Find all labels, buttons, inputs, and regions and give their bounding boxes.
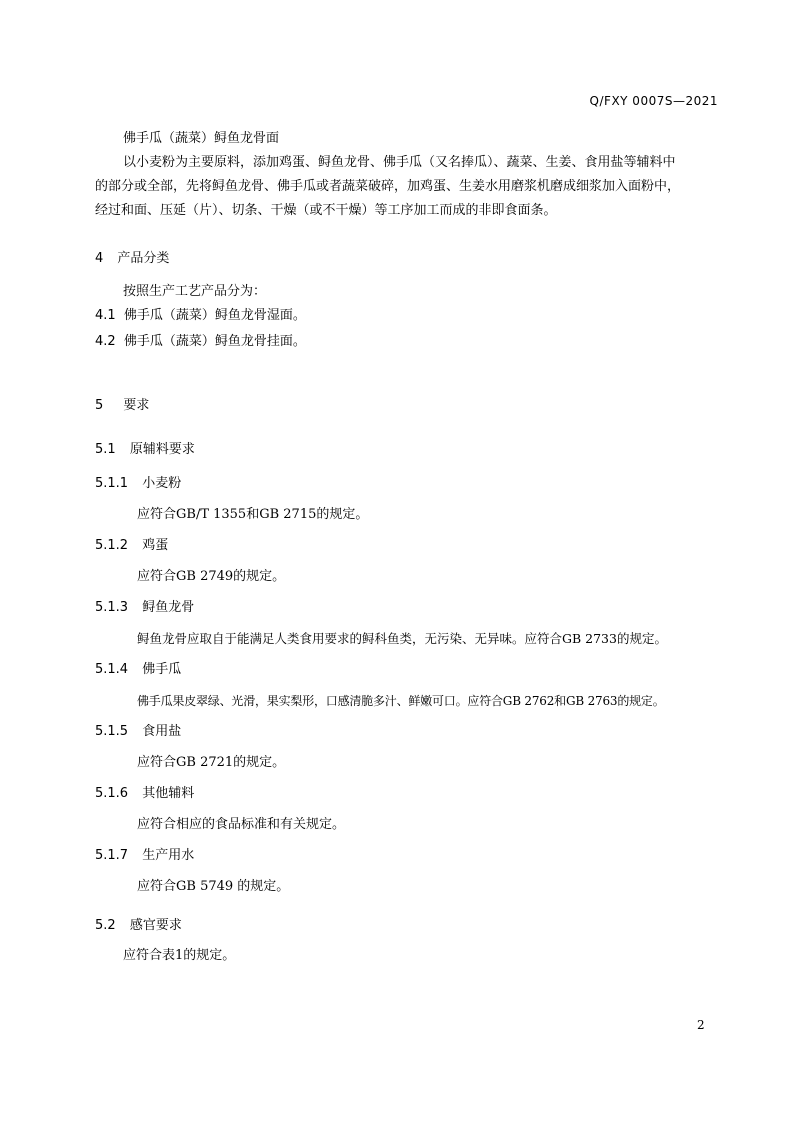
section-number: 5.2 [95, 918, 116, 933]
definition-line-3: 经过和面、压延（片）、切条、干燥（或不干燥）等工序加工而成的非即食面条。 [95, 203, 557, 218]
clause-title: 鸡蛋 [142, 538, 169, 553]
section-4-number: 4 [95, 251, 104, 266]
definition-line-1: 以小麦粉为主要原料，添加鸡蛋、鲟鱼龙骨、佛手瓜（又名捧瓜）、蔬菜、生姜、食用盐等辅料中 [123, 155, 676, 170]
clause-5-1-1-heading [95, 476, 181, 492]
list-item-4-1 [95, 308, 306, 324]
section-4-intro: 按照生产工艺产品分为： [123, 284, 267, 299]
section-5-title: 要求 [123, 398, 150, 413]
clause-5-1-3-text: 鲟鱼龙骨应取自于能满足人类食用要求的鲟科鱼类，无污染、无异味。应符合GB 2733的规定。 [137, 631, 667, 646]
item-text: 佛手瓜（蔬菜）鲟鱼龙骨湿面。 [123, 308, 306, 323]
clause-5-1-7-heading [95, 848, 194, 864]
clause-title: 鲟鱼龙骨 [142, 600, 195, 615]
clause-number: 5.1.1 [95, 476, 129, 491]
clause-5-1-5-heading [95, 724, 181, 740]
clause-5-1-1-text: 应符合GB/T 1355和GB 2715的规定。 [137, 507, 369, 522]
clause-5-1-6-heading [95, 786, 194, 802]
clause-5-1-5-text: 应符合GB 2721的规定。 [137, 755, 286, 770]
item-number: 4.1 [95, 308, 116, 323]
clause-5-1-7-text: 应符合GB 5749 的规定。 [137, 879, 290, 894]
clause-5-1-2-heading [95, 538, 168, 554]
clause-title: 其他辅料 [142, 786, 195, 801]
section-title: 感官要求 [129, 918, 182, 933]
item-number: 4.2 [95, 334, 116, 349]
clause-title: 生产用水 [142, 848, 195, 863]
clause-number: 5.1.5 [95, 724, 129, 739]
page-number: 2 [697, 1018, 705, 1032]
clause-number: 5.1.6 [95, 786, 129, 801]
clause-5-1-4-heading [95, 662, 181, 678]
clause-title: 佛手瓜 [142, 662, 182, 677]
list-item-4-2 [95, 334, 306, 350]
clause-title: 食用盐 [142, 724, 182, 739]
section-number: 5.1 [95, 442, 116, 457]
clause-number: 5.1.4 [95, 662, 129, 677]
section-4-title: 产品分类 [117, 251, 170, 266]
section-5-heading [95, 398, 149, 414]
clause-number: 5.1.2 [95, 538, 129, 553]
section-4-heading [95, 251, 169, 267]
term-title: 佛手瓜（蔬菜）鲟鱼龙骨面 [123, 131, 280, 146]
clause-title: 小麦粉 [142, 476, 182, 491]
clause-5-1-6-text: 应符合相应的食品标准和有关规定。 [137, 817, 346, 832]
definition-line-2: 的部分或全部，先将鲟鱼龙骨、佛手瓜或者蔬菜破碎，加鸡蛋、生姜水用磨浆机磨成细浆加入面粉中， [95, 179, 681, 194]
clause-5-1-3-heading [95, 600, 194, 616]
section-title: 原辅料要求 [129, 442, 195, 457]
section-5-number: 5 [95, 398, 104, 413]
clause-number: 5.1.3 [95, 600, 129, 615]
section-5-2-heading [95, 918, 182, 934]
section-5-1-heading [95, 442, 195, 458]
item-text: 佛手瓜（蔬菜）鲟鱼龙骨挂面。 [123, 334, 306, 349]
clause-5-1-2-text: 应符合GB 2749的规定。 [137, 569, 286, 584]
clause-number: 5.1.7 [95, 848, 129, 863]
document-code-header: Q/FXY 0007S—2021 [589, 94, 718, 108]
section-5-2-text: 应符合表1的规定。 [123, 948, 236, 963]
clause-5-1-4-text: 佛手瓜果皮翠绿、光滑，果实梨形，口感清脆多汁、鲜嫩可口。应符合GB 2762和GB 2763的规定。 [137, 694, 665, 708]
